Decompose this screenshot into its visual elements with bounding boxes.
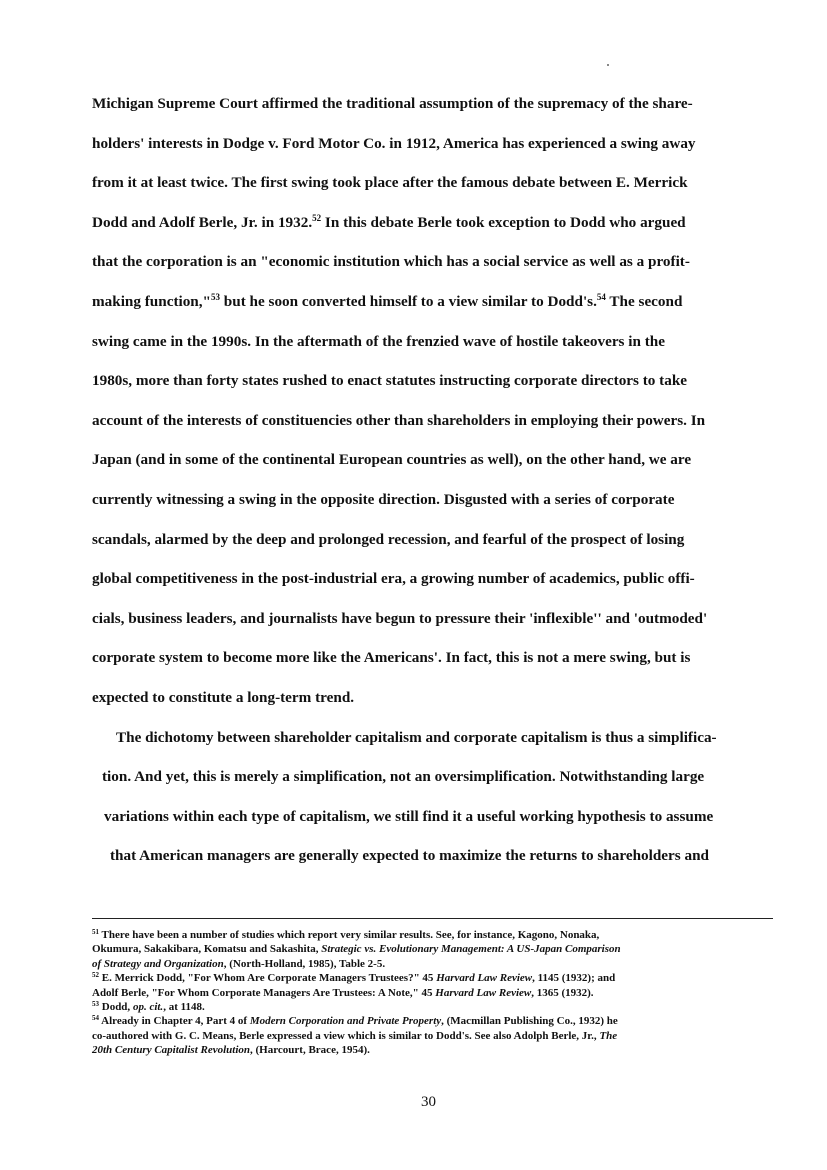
body-line xyxy=(92,520,772,560)
text-run: Japan (and in some of the continental European countries as well), on the other hand, we are xyxy=(92,451,692,469)
text-run: cials, business leaders, and journalists have begun to pressure their 'inflexible'' and 'outmoded' xyxy=(92,609,708,627)
footnote-ref: 52 xyxy=(92,971,99,980)
body-line xyxy=(92,242,772,282)
text-run: Adolf Berle, "For Whom Corporate Managers Are Trustees: A Note," 45 xyxy=(92,986,436,999)
text-run: that American managers are generally expected to maximize the returns to shareholders and xyxy=(110,847,709,865)
footnote-ref: 53 xyxy=(92,1000,99,1009)
footnote-line xyxy=(92,1029,776,1043)
footnotes xyxy=(92,928,776,1058)
italic-text: of Strategy and Organization xyxy=(92,957,224,970)
footnote-line xyxy=(92,957,776,971)
italic-text: Harvard Law Review xyxy=(436,972,533,985)
footnote-line xyxy=(92,986,776,1000)
text-run: variations within each type of capitalism, we still find it a useful working hypothesis to assume xyxy=(104,807,714,825)
text-run: that the corporation is an "economic institution which has a social service as well as a profit- xyxy=(92,253,690,271)
text-run: , (Harcourt, Brace, 1954). xyxy=(250,1044,370,1057)
footnote-ref: 52 xyxy=(312,212,322,223)
text-run: from it at least twice. The first swing took place after the famous debate between E. Merrick xyxy=(92,174,688,192)
text-run: expected to constitute a long-term trend. xyxy=(92,688,355,706)
body-line xyxy=(92,163,772,203)
body-line xyxy=(92,757,772,797)
text-run: Okumura, Sakakibara, Komatsu and Sakashita, xyxy=(92,943,322,956)
body-line xyxy=(92,836,772,876)
body-line xyxy=(92,559,772,599)
text-run: global competitiveness in the post-industrial era, a growing number of academics, public offi- xyxy=(92,570,695,588)
text-run: In this debate Berle took exception to Dodd who argued xyxy=(321,213,686,231)
body-line xyxy=(92,678,772,718)
italic-text: The xyxy=(599,1029,618,1042)
body-line xyxy=(92,638,772,678)
text-run: holders' interests in Dodge v. Ford Motor Co. in 1912, America has experienced a swing away xyxy=(92,134,696,152)
body-text xyxy=(92,84,772,876)
body-line xyxy=(92,361,772,401)
italic-text: Strategic vs. Evolutionary Management: A US-Japan Comparison xyxy=(321,943,621,956)
text-run: E. Merrick Dodd, "For Whom Are Corporate Managers Trustees?" 45 xyxy=(99,972,437,985)
scan-speck xyxy=(607,64,609,66)
text-run: There have been a number of studies which report very similar results. See, for instance, Kagono, Nonaka, xyxy=(99,929,600,941)
footnote-line xyxy=(92,971,776,985)
text-run: Michigan Supreme Court affirmed the traditional assumption of the supremacy of the share- xyxy=(92,95,693,112)
text-run: , 1145 (1932); and xyxy=(532,972,616,985)
text-run: corporate system to become more like the Americans'. In fact, this is not a mere swing, but is xyxy=(92,649,691,667)
body-line xyxy=(92,124,772,164)
text-run: but he soon converted himself to a view similar to Dodd's. xyxy=(220,292,597,310)
body-line xyxy=(92,84,772,124)
text-run: tion. And yet, this is merely a simplification, not an oversimplification. Notwithstanding large xyxy=(102,768,705,786)
footnote-line xyxy=(92,1000,776,1014)
footnote-line xyxy=(92,928,776,942)
text-run: 1980s, more than forty states rushed to enact statutes instructing corporate directors to take xyxy=(92,372,688,390)
footnote-line xyxy=(92,1043,776,1057)
body-line xyxy=(92,718,772,758)
text-run: Dodd and Adolf Berle, Jr. in 1932. xyxy=(92,213,313,231)
text-run: , (Macmillan Publishing Co., 1932) he xyxy=(441,1015,618,1028)
body-line xyxy=(92,203,772,243)
text-run: , 1365 (1932). xyxy=(531,986,594,999)
page-number: 30 xyxy=(421,1094,436,1110)
text-run: Dodd, xyxy=(99,1001,133,1014)
italic-text: Modern Corporation and Private Property xyxy=(249,1015,442,1028)
footnote-line xyxy=(92,942,776,956)
body-line xyxy=(92,322,772,362)
text-run: , at 1148. xyxy=(163,1001,205,1014)
footnote-ref: 54 xyxy=(92,1014,99,1023)
footnote-ref: 51 xyxy=(92,928,99,936)
body-line xyxy=(92,282,772,322)
text-run: account of the interests of constituencies other than shareholders in employing their powers. In xyxy=(92,411,706,429)
text-run: swing came in the 1990s. In the aftermath of the frenzied wave of hostile takeovers in the xyxy=(92,332,665,350)
text-run: , (North-Holland, 1985), Table 2-5. xyxy=(223,957,386,970)
italic-text: Harvard Law Review xyxy=(435,986,532,999)
body-line xyxy=(92,797,772,837)
text-run: co-authored with G. C. Means, Berle expressed a view which is similar to Dodd's. See also Adolph Berle, Jr., xyxy=(92,1029,600,1042)
text-run: The dichotomy between shareholder capitalism and corporate capitalism is thus a simplifica- xyxy=(116,728,717,746)
body-line xyxy=(92,401,772,441)
italic-text: op. cit. xyxy=(132,1001,164,1014)
footnote-line xyxy=(92,1014,776,1028)
footnote-ref: 54 xyxy=(596,291,606,302)
body-line xyxy=(92,440,772,480)
text-run: scandals, alarmed by the deep and prolonged recession, and fearful of the prospect of losing xyxy=(92,530,685,548)
italic-text: 20th Century Capitalist Revolution xyxy=(92,1044,251,1057)
footnote-ref: 53 xyxy=(211,291,220,302)
text-run: The second xyxy=(605,292,683,310)
body-line xyxy=(92,599,772,639)
body-line xyxy=(92,480,772,520)
text-run: making function," xyxy=(92,292,211,310)
footnote-separator xyxy=(92,918,773,919)
text-run: currently witnessing a swing in the opposite direction. Disgusted with a series of corporate xyxy=(92,490,675,508)
text-run: Already in Chapter 4, Part 4 of xyxy=(99,1015,250,1028)
